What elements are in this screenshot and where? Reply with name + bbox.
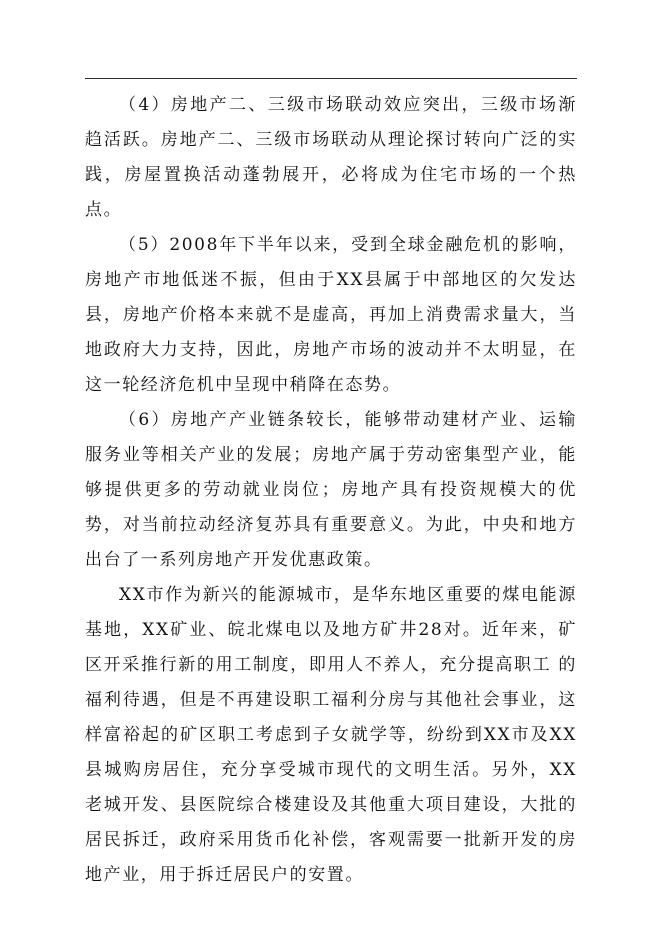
paragraph-item-5: （5）2008年下半年以来，受到全球金融危机的影响，房地产市地低迷不振，但由于XX县属于中部地区的欠发达县，房地产价格本来就不是虚高，再加上消费需求量大，当地政府大力支持，因此，房地产市场的波动并不太明显，在这一轮经济危机中呈现中稍降在态势。 [85,235,577,395]
paragraph-city-energy: XX市作为新兴的能源城市，是华东地区重要的煤电能源基地，XX矿业、皖北煤电以及地方矿井28对。近年来，矿区开采推行新的用工制度，即用人不养人，充分提高职工 的福利待遇，但是不再建设职工福利分房与其他社会事业，这样富裕起的矿区职工考虑到子女就学等，纷纷到XX市及XX县城购房居住，充分享受城市现代的文明生活。另外，XX老城开发、县医院综合楼建设及其他重大项目建设，大批的居民拆迁，政府采用货币化补偿，客观需要一批新开发的房地产业，用于拆迁居民户的安置。 [85,585,577,885]
paragraph-item-4: （4）房地产二、三级市场联动效应突出，三级市场渐趋活跃。房地产二、三级市场联动从理论探讨转向广泛的实践，房屋置换活动蓬勃展开，必将成为住宅市场的一个热点。 [85,95,577,220]
document-body [85,88,577,893]
header-rule [85,78,577,79]
paragraph-item-6: （6）房地产产业链条较长，能够带动建材产业、运输服务业等相关产业的发展；房地产属于劳动密集型产业，能够提供更多的劳动就业岗位；房地产具有投资规模大的优势，对当前拉动经济复苏具有重要意义。为此，中央和地方出台了一系列房地产开发优惠政策。 [85,410,577,570]
